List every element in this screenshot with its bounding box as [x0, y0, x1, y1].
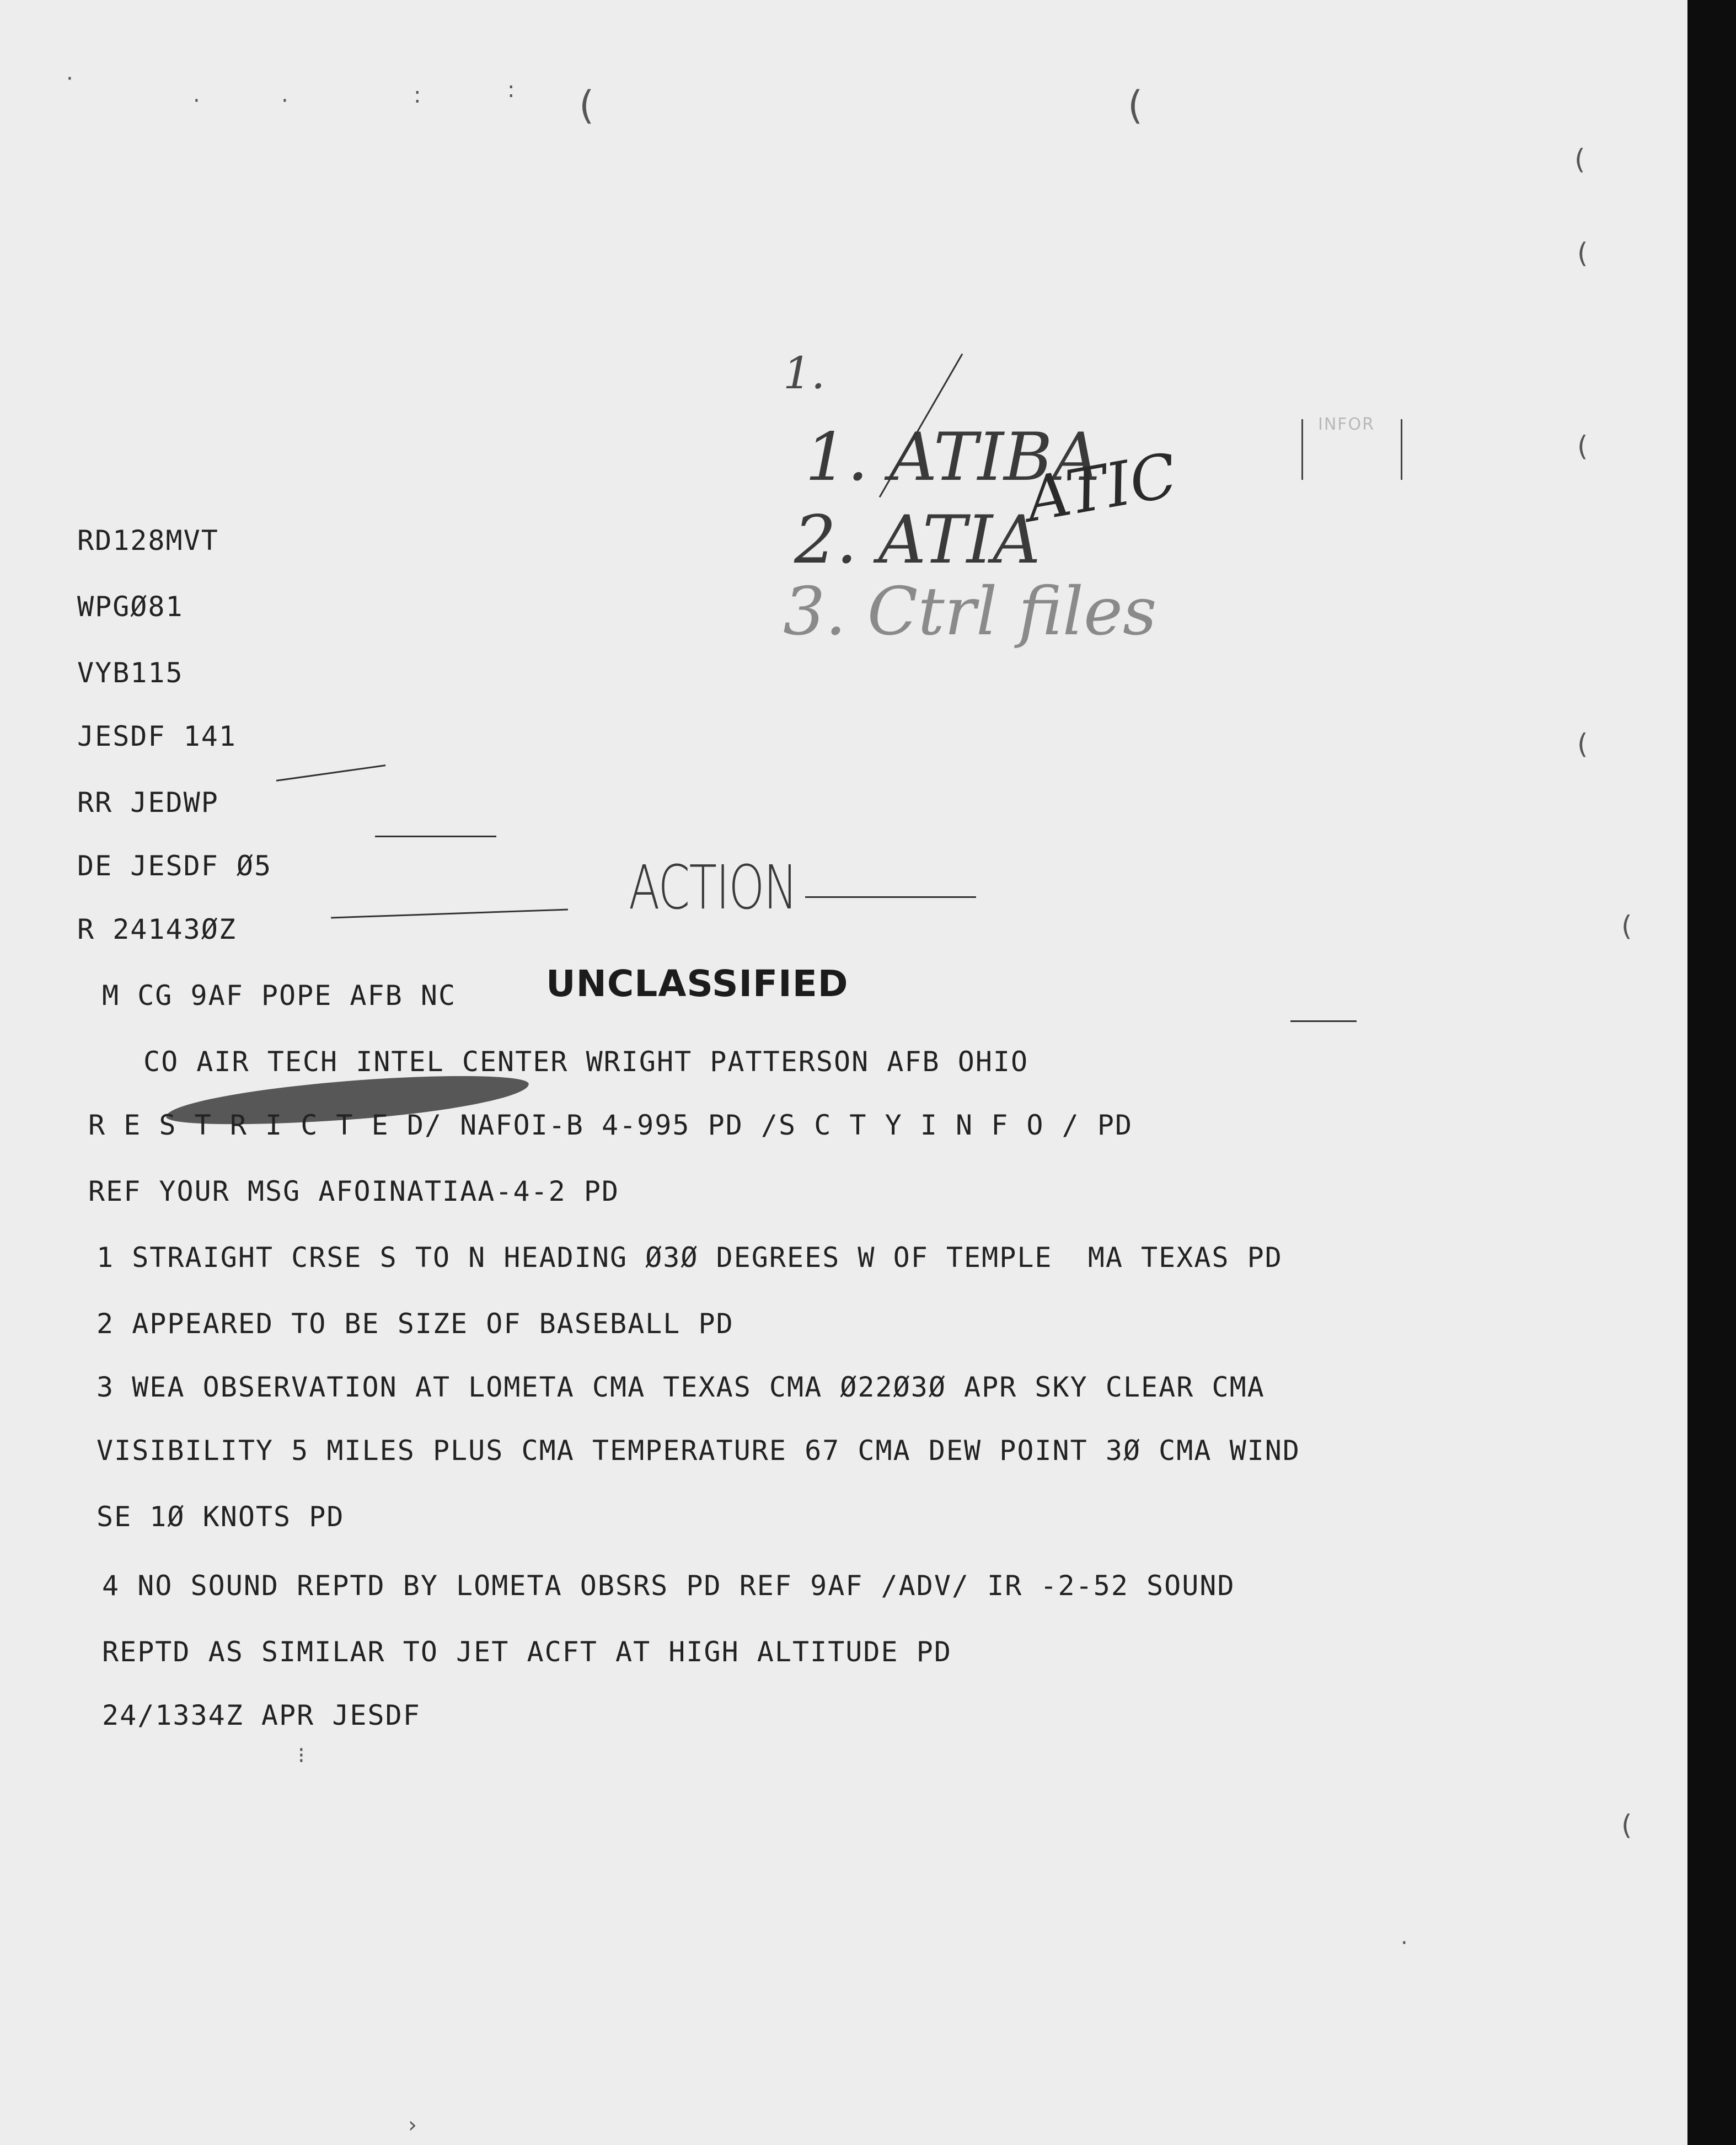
message-body-line-2: 2 APPEARED TO BE SIZE OF BASEBALL PD [97, 1308, 734, 1340]
margin-speck: · [1401, 1930, 1408, 1956]
message-body-line-6: 4 NO SOUND REPTD BY LOMETA OBSRS PD REF 9AF /ADV/ IR -2-52 SOUND [102, 1570, 1235, 1602]
header-line-5: RR JEDWP [77, 787, 219, 819]
margin-speck: · [193, 88, 200, 114]
margin-speck: : [507, 77, 515, 103]
routing-stamp-label: INFOR [1318, 415, 1375, 434]
header-line-7: R 24143ØZ [77, 913, 237, 945]
margin-speck: · [281, 88, 288, 114]
header-line-6: DE JESDF Ø5 [77, 850, 272, 882]
header-line-2: WPGØ81 [77, 591, 184, 623]
handwritten-note-2-insert: ATIC [1020, 440, 1182, 536]
routing-stamp-divider [1401, 419, 1402, 480]
message-body-line-1: 1 STRAIGHT CRSE S TO N HEADING Ø3Ø DEGREES W OF TEMPLE MA TEXAS PD [97, 1242, 1283, 1274]
handwritten-note-3: 3. Ctrl files [783, 574, 1157, 650]
scan-border [1687, 0, 1736, 2145]
margin-speck: : [414, 83, 421, 108]
message-from-line: M CG 9AF POPE AFB NC [102, 980, 457, 1012]
margin-speck: ( [1574, 143, 1585, 175]
margin-speck: · [66, 66, 73, 92]
margin-speck: ( [1621, 910, 1632, 942]
handwritten-note-1: 1. ATIBA [805, 419, 1101, 496]
pen-stroke [805, 896, 976, 898]
pen-stroke [331, 908, 568, 918]
header-line-1: RD128MVT [77, 525, 219, 557]
margin-speck: ( [1577, 237, 1588, 269]
margin-speck: ( [1577, 430, 1588, 462]
margin-speck: › [408, 2112, 417, 2138]
message-body-line-4: VISIBILITY 5 MILES PLUS CMA TEMPERATURE 67 CMA DEW POINT 3Ø CMA WIND [97, 1435, 1300, 1467]
margin-speck: ⁝ [298, 1743, 305, 1768]
margin-speck: ( [1621, 1809, 1632, 1841]
message-restricted-line: R E S T R I C T E D/ NAFOI-B 4-995 PD /S C T Y I N F O / PD [88, 1109, 1133, 1141]
pen-stroke [1290, 1020, 1357, 1022]
margin-speck: ( [1128, 83, 1143, 128]
header-line-4: JESDF 141 [77, 720, 237, 752]
pen-stroke [276, 764, 385, 782]
action-stamp: ACTION [629, 852, 797, 923]
header-line-3: VYB115 [77, 657, 184, 689]
message-to-line: CO AIR TECH INTEL CENTER WRIGHT PATTERSON AFB OHIO [143, 1046, 1029, 1078]
pen-stroke [375, 836, 496, 837]
message-body-line-5: SE 1Ø KNOTS PD [97, 1501, 345, 1533]
message-ref-line: REF YOUR MSG AFOINATIAA-4-2 PD [88, 1175, 620, 1207]
message-body-line-7: REPTD AS SIMILAR TO JET ACFT AT HIGH ALTITUDE PD [102, 1636, 952, 1668]
message-body-line-3: 3 WEA OBSERVATION AT LOMETA CMA TEXAS CMA Ø22Ø3Ø APR SKY CLEAR CMA [97, 1371, 1265, 1403]
unclassified-stamp: UNCLASSIFIED [546, 962, 849, 1005]
handwritten-note-2: 2. ATIA [794, 502, 1041, 579]
handwritten-note-0: 1. [783, 347, 826, 399]
message-dtg-line: 24/1334Z APR JESDF [102, 1699, 421, 1731]
routing-stamp-divider [1301, 419, 1303, 480]
margin-speck: ( [1577, 728, 1588, 760]
margin-speck: ( [579, 83, 594, 128]
